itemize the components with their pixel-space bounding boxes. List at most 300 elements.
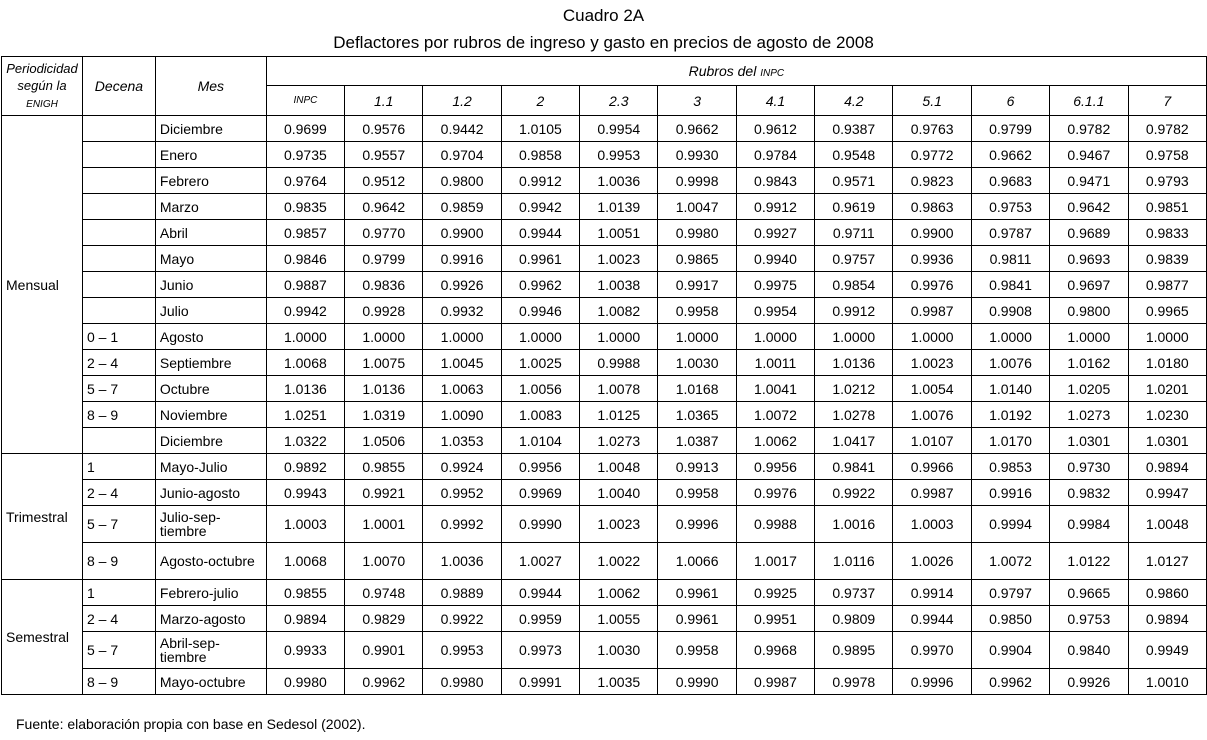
value-cell: 1.0040: [580, 480, 658, 506]
value-cell: 0.9926: [423, 272, 501, 298]
mes-cell: Abril: [155, 220, 266, 246]
value-cell: 1.0003: [266, 506, 344, 543]
value-cell: 0.9900: [893, 220, 971, 246]
table-row: [2, 454, 1207, 480]
value-cell: 0.9704: [423, 142, 501, 168]
value-cell: 1.0417: [815, 428, 893, 454]
decena-cell: 5 – 7: [82, 506, 155, 543]
value-cell: 0.9799: [345, 246, 423, 272]
table-row: [2, 580, 1207, 606]
value-cell: 1.0072: [971, 543, 1049, 580]
table-row: [2, 324, 1207, 350]
value-cell: 0.9836: [345, 272, 423, 298]
value-cell: 1.0056: [501, 376, 579, 402]
value-cell: 1.0023: [580, 506, 658, 543]
value-cell: 0.9962: [971, 669, 1049, 695]
value-cell: 1.0201: [1128, 376, 1207, 402]
value-cell: 0.9782: [1050, 116, 1128, 142]
value-cell: 1.0062: [736, 428, 814, 454]
mes-cell: Junio: [155, 272, 266, 298]
value-cell: 1.0017: [736, 543, 814, 580]
value-cell: 0.9980: [658, 220, 736, 246]
value-cell: 1.0506: [345, 428, 423, 454]
value-cell: 0.9442: [423, 116, 501, 142]
value-cell: 0.9953: [423, 632, 501, 669]
value-cell: 1.0116: [815, 543, 893, 580]
value-cell: 0.9859: [423, 194, 501, 220]
value-cell: 0.9811: [971, 246, 1049, 272]
value-cell: 0.9619: [815, 194, 893, 220]
value-cell: 1.0076: [971, 350, 1049, 376]
value-cell: 0.9930: [658, 142, 736, 168]
value-cell: 1.0041: [736, 376, 814, 402]
value-cell: 0.9693: [1050, 246, 1128, 272]
value-cell: 0.9841: [971, 272, 1049, 298]
value-cell: 0.9662: [971, 142, 1049, 168]
mes-cell: Junio-agosto: [155, 480, 266, 506]
value-cell: 0.9996: [893, 669, 971, 695]
value-cell: 0.9904: [971, 632, 1049, 669]
decena-cell: [82, 246, 155, 272]
value-cell: 1.0000: [580, 324, 658, 350]
mes-cell: Marzo: [155, 194, 266, 220]
value-cell: 0.9889: [423, 580, 501, 606]
value-cell: 0.9753: [971, 194, 1049, 220]
value-cell: 0.9576: [345, 116, 423, 142]
value-cell: 0.9793: [1128, 168, 1207, 194]
value-cell: 0.9975: [736, 272, 814, 298]
value-cell: 1.0063: [423, 376, 501, 402]
decena-cell: [82, 116, 155, 142]
decena-cell: 1: [82, 580, 155, 606]
value-cell: 0.9942: [501, 194, 579, 220]
mes-cell: Febrero: [155, 168, 266, 194]
value-cell: 0.9914: [893, 580, 971, 606]
value-cell: 0.9928: [345, 298, 423, 324]
value-cell: 1.0068: [266, 350, 344, 376]
value-cell: 0.9980: [266, 669, 344, 695]
value-cell: 1.0055: [580, 606, 658, 632]
value-cell: 1.0000: [345, 324, 423, 350]
table-row: [2, 246, 1207, 272]
table-row: [2, 543, 1207, 580]
value-cell: 0.9711: [815, 220, 893, 246]
deflator-table: [1, 56, 1207, 695]
value-cell: 0.9689: [1050, 220, 1128, 246]
value-cell: 1.0000: [266, 324, 344, 350]
periodicidad-cell: Mensual: [2, 116, 83, 454]
value-cell: 1.0026: [893, 543, 971, 580]
value-cell: 0.9835: [266, 194, 344, 220]
column-header: 1.2: [423, 86, 501, 116]
value-cell: 0.9753: [1050, 606, 1128, 632]
table-row: [2, 632, 1207, 669]
value-cell: 0.9990: [658, 669, 736, 695]
value-cell: 0.9953: [580, 142, 658, 168]
value-cell: 1.0353: [423, 428, 501, 454]
mes-cell: Febrero-julio: [155, 580, 266, 606]
value-cell: 1.0107: [893, 428, 971, 454]
value-cell: 0.9467: [1050, 142, 1128, 168]
value-cell: 1.0030: [658, 350, 736, 376]
decena-cell: [82, 428, 155, 454]
value-cell: 0.9843: [736, 168, 814, 194]
mes-cell: Octubre: [155, 376, 266, 402]
value-cell: 1.0301: [1128, 428, 1207, 454]
value-cell: 0.9947: [1128, 480, 1207, 506]
value-cell: 0.9987: [736, 669, 814, 695]
value-cell: 1.0001: [345, 506, 423, 543]
decena-cell: [82, 194, 155, 220]
value-cell: 0.9956: [501, 454, 579, 480]
decena-cell: 5 – 7: [82, 632, 155, 669]
value-cell: 1.0035: [580, 669, 658, 695]
value-cell: 0.9784: [736, 142, 814, 168]
value-cell: 0.9966: [893, 454, 971, 480]
value-cell: 1.0251: [266, 402, 344, 428]
table-row: [2, 168, 1207, 194]
header-mes: Mes: [155, 57, 266, 116]
value-cell: 0.9933: [266, 632, 344, 669]
value-cell: 1.0003: [893, 506, 971, 543]
mes-cell: Agosto: [155, 324, 266, 350]
value-cell: 1.0000: [971, 324, 1049, 350]
value-cell: 0.9962: [345, 669, 423, 695]
value-cell: 0.9998: [658, 168, 736, 194]
value-cell: 1.0090: [423, 402, 501, 428]
decena-cell: [82, 142, 155, 168]
value-cell: 1.0078: [580, 376, 658, 402]
value-cell: 1.0105: [501, 116, 579, 142]
table-title: Deflactores por rubros de ingreso y gasto en precios de agosto de 2008: [333, 33, 874, 52]
table-row: [2, 402, 1207, 428]
periodicidad-cell: Trimestral: [2, 454, 83, 580]
column-header: INPC: [266, 86, 344, 116]
mes-cell: Septiembre: [155, 350, 266, 376]
decena-cell: 2 – 4: [82, 350, 155, 376]
value-cell: 0.9800: [1050, 298, 1128, 324]
value-cell: 0.9921: [345, 480, 423, 506]
value-cell: 0.9949: [1128, 632, 1207, 669]
value-cell: 1.0139: [580, 194, 658, 220]
value-cell: 1.0136: [266, 376, 344, 402]
value-cell: 0.9916: [423, 246, 501, 272]
value-cell: 1.0273: [580, 428, 658, 454]
value-cell: 0.9959: [501, 606, 579, 632]
value-cell: 1.0051: [580, 220, 658, 246]
value-cell: 0.9912: [736, 194, 814, 220]
table-row: [2, 480, 1207, 506]
table-row: [2, 606, 1207, 632]
value-cell: 1.0000: [501, 324, 579, 350]
mes-cell: Julio-sep-tiembre: [155, 506, 266, 543]
value-cell: 1.0387: [658, 428, 736, 454]
value-cell: 1.0192: [971, 402, 1049, 428]
header-decena: Decena: [82, 57, 155, 116]
value-cell: 0.9944: [893, 606, 971, 632]
table-row: [2, 220, 1207, 246]
decena-cell: [82, 298, 155, 324]
value-cell: 1.0036: [580, 168, 658, 194]
value-cell: 1.0230: [1128, 402, 1207, 428]
value-cell: 1.0180: [1128, 350, 1207, 376]
mes-cell: Mayo-Julio: [155, 454, 266, 480]
value-cell: 0.9865: [658, 246, 736, 272]
value-cell: 0.9764: [266, 168, 344, 194]
value-cell: 0.9840: [1050, 632, 1128, 669]
value-cell: 0.9984: [1050, 506, 1128, 543]
value-cell: 0.9961: [501, 246, 579, 272]
value-cell: 1.0140: [971, 376, 1049, 402]
value-cell: 0.9988: [580, 350, 658, 376]
table-number: Cuadro 2A: [562, 6, 645, 25]
decena-cell: 5 – 7: [82, 376, 155, 402]
value-cell: 1.0030: [580, 632, 658, 669]
value-cell: 0.9973: [501, 632, 579, 669]
value-cell: 0.9748: [345, 580, 423, 606]
decena-cell: 1: [82, 454, 155, 480]
value-cell: 1.0038: [580, 272, 658, 298]
value-cell: 1.0000: [736, 324, 814, 350]
value-cell: 1.0000: [815, 324, 893, 350]
value-cell: 0.9922: [423, 606, 501, 632]
value-cell: 1.0083: [501, 402, 579, 428]
value-cell: 0.9850: [971, 606, 1049, 632]
value-cell: 0.9699: [266, 116, 344, 142]
column-header: 6.1.1: [1050, 86, 1128, 116]
value-cell: 0.9952: [423, 480, 501, 506]
value-cell: 0.9990: [501, 506, 579, 543]
table-row: [2, 350, 1207, 376]
value-cell: 1.0075: [345, 350, 423, 376]
value-cell: 1.0047: [658, 194, 736, 220]
value-cell: 0.9855: [345, 454, 423, 480]
value-cell: 0.9855: [266, 580, 344, 606]
value-cell: 0.9895: [815, 632, 893, 669]
header-periodicidad: Periodicidad según la ENIGH: [2, 57, 83, 116]
value-cell: 0.9927: [736, 220, 814, 246]
value-cell: 0.9737: [815, 580, 893, 606]
value-cell: 0.9996: [658, 506, 736, 543]
value-cell: 0.9944: [501, 220, 579, 246]
value-cell: 0.9962: [501, 272, 579, 298]
value-cell: 0.9988: [736, 506, 814, 543]
value-cell: 0.9863: [893, 194, 971, 220]
value-cell: 0.9782: [1128, 116, 1207, 142]
value-cell: 0.9961: [658, 580, 736, 606]
value-cell: 1.0168: [658, 376, 736, 402]
value-cell: 1.0022: [580, 543, 658, 580]
value-cell: 1.0025: [501, 350, 579, 376]
value-cell: 1.0000: [893, 324, 971, 350]
value-cell: 0.9916: [971, 480, 1049, 506]
column-header: 1.1: [345, 86, 423, 116]
value-cell: 0.9901: [345, 632, 423, 669]
table-row: [2, 194, 1207, 220]
value-cell: 0.9900: [423, 220, 501, 246]
value-cell: 1.0322: [266, 428, 344, 454]
value-cell: 0.9958: [658, 480, 736, 506]
value-cell: 0.9965: [1128, 298, 1207, 324]
mes-cell: Mayo-octubre: [155, 669, 266, 695]
value-cell: 0.9954: [580, 116, 658, 142]
value-cell: 1.0104: [501, 428, 579, 454]
value-cell: 0.9823: [893, 168, 971, 194]
value-cell: 0.9894: [1128, 454, 1207, 480]
value-cell: 1.0212: [815, 376, 893, 402]
column-header: 7: [1128, 86, 1207, 116]
value-cell: 1.0072: [736, 402, 814, 428]
value-cell: 0.9829: [345, 606, 423, 632]
value-cell: 1.0027: [501, 543, 579, 580]
table-row: [2, 669, 1207, 695]
mes-cell: Mayo: [155, 246, 266, 272]
value-cell: 0.9735: [266, 142, 344, 168]
value-cell: 1.0076: [893, 402, 971, 428]
value-cell: 0.9851: [1128, 194, 1207, 220]
value-cell: 0.9968: [736, 632, 814, 669]
header-rubros: Rubros del INPC: [266, 57, 1206, 86]
value-cell: 0.9642: [1050, 194, 1128, 220]
value-cell: 0.9612: [736, 116, 814, 142]
value-cell: 1.0048: [1128, 506, 1207, 543]
decena-cell: 2 – 4: [82, 480, 155, 506]
value-cell: 0.9956: [736, 454, 814, 480]
value-cell: 0.9978: [815, 669, 893, 695]
decena-cell: 2 – 4: [82, 606, 155, 632]
table-row: [2, 116, 1207, 142]
value-cell: 0.9662: [658, 116, 736, 142]
value-cell: 0.9894: [266, 606, 344, 632]
value-cell: 1.0068: [266, 543, 344, 580]
value-cell: 0.9961: [658, 606, 736, 632]
mes-cell: Julio: [155, 298, 266, 324]
value-cell: 1.0000: [1050, 324, 1128, 350]
value-cell: 0.9917: [658, 272, 736, 298]
value-cell: 0.9976: [893, 272, 971, 298]
value-cell: 0.9854: [815, 272, 893, 298]
value-cell: 0.9665: [1050, 580, 1128, 606]
value-cell: 1.0365: [658, 402, 736, 428]
periodicidad-cell: Semestral: [2, 580, 83, 695]
value-cell: 0.9800: [423, 168, 501, 194]
value-cell: 0.9763: [893, 116, 971, 142]
column-header: 3: [658, 86, 736, 116]
value-cell: 0.9912: [815, 298, 893, 324]
value-cell: 0.9697: [1050, 272, 1128, 298]
decena-cell: 0 – 1: [82, 324, 155, 350]
value-cell: 0.9894: [1128, 606, 1207, 632]
mes-cell: Marzo-agosto: [155, 606, 266, 632]
value-cell: 1.0062: [580, 580, 658, 606]
value-cell: 0.9925: [736, 580, 814, 606]
value-cell: 0.9912: [501, 168, 579, 194]
value-cell: 1.0023: [580, 246, 658, 272]
column-header: 2: [501, 86, 579, 116]
value-cell: 0.9471: [1050, 168, 1128, 194]
value-cell: 0.9770: [345, 220, 423, 246]
decena-cell: 8 – 9: [82, 543, 155, 580]
value-cell: 0.9926: [1050, 669, 1128, 695]
value-cell: 1.0170: [971, 428, 1049, 454]
value-cell: 1.0162: [1050, 350, 1128, 376]
value-cell: 0.9797: [971, 580, 1049, 606]
value-cell: 0.9946: [501, 298, 579, 324]
value-cell: 0.9987: [893, 480, 971, 506]
value-cell: 0.9908: [971, 298, 1049, 324]
value-cell: 0.9944: [501, 580, 579, 606]
decena-cell: [82, 220, 155, 246]
value-cell: 1.0273: [1050, 402, 1128, 428]
value-cell: 0.9943: [266, 480, 344, 506]
value-cell: 0.9958: [658, 632, 736, 669]
table-body: [2, 116, 1207, 695]
value-cell: 0.9839: [1128, 246, 1207, 272]
value-cell: 1.0082: [580, 298, 658, 324]
value-cell: 0.9980: [423, 669, 501, 695]
table-row: [2, 376, 1207, 402]
value-cell: 0.9853: [971, 454, 1049, 480]
decena-cell: 8 – 9: [82, 669, 155, 695]
table-row: [2, 428, 1207, 454]
value-cell: 0.9970: [893, 632, 971, 669]
value-cell: 0.9940: [736, 246, 814, 272]
column-header: 6: [971, 86, 1049, 116]
value-cell: 0.9787: [971, 220, 1049, 246]
value-cell: 1.0122: [1050, 543, 1128, 580]
value-cell: 0.9969: [501, 480, 579, 506]
table-row: [2, 298, 1207, 324]
value-cell: 1.0054: [893, 376, 971, 402]
value-cell: 1.0000: [1128, 324, 1207, 350]
value-cell: 0.9833: [1128, 220, 1207, 246]
value-cell: 0.9958: [658, 298, 736, 324]
value-cell: 0.9991: [501, 669, 579, 695]
value-cell: 1.0023: [893, 350, 971, 376]
value-cell: 0.9951: [736, 606, 814, 632]
value-cell: 0.9987: [893, 298, 971, 324]
value-cell: 0.9730: [1050, 454, 1128, 480]
source-note: Fuente: elaboración propia con base en Sedesol (2002).: [16, 716, 366, 732]
mes-cell: Agosto-octubre: [155, 543, 266, 580]
value-cell: 0.9799: [971, 116, 1049, 142]
value-cell: 0.9932: [423, 298, 501, 324]
value-cell: 1.0048: [580, 454, 658, 480]
value-cell: 0.9860: [1128, 580, 1207, 606]
value-cell: 1.0000: [423, 324, 501, 350]
table-row: [2, 272, 1207, 298]
value-cell: 1.0301: [1050, 428, 1128, 454]
value-cell: 1.0127: [1128, 543, 1207, 580]
mes-cell: Enero: [155, 142, 266, 168]
value-cell: 1.0319: [345, 402, 423, 428]
value-cell: 0.9841: [815, 454, 893, 480]
column-header: 5.1: [893, 86, 971, 116]
value-cell: 0.9858: [501, 142, 579, 168]
column-header: 2.3: [580, 86, 658, 116]
value-cell: 1.0000: [658, 324, 736, 350]
mes-cell: Noviembre: [155, 402, 266, 428]
value-cell: 1.0278: [815, 402, 893, 428]
value-cell: 0.9548: [815, 142, 893, 168]
value-cell: 0.9857: [266, 220, 344, 246]
value-cell: 0.9809: [815, 606, 893, 632]
column-header: 4.2: [815, 86, 893, 116]
value-cell: 1.0070: [345, 543, 423, 580]
value-cell: 0.9758: [1128, 142, 1207, 168]
value-cell: 0.9942: [266, 298, 344, 324]
value-cell: 0.9992: [423, 506, 501, 543]
